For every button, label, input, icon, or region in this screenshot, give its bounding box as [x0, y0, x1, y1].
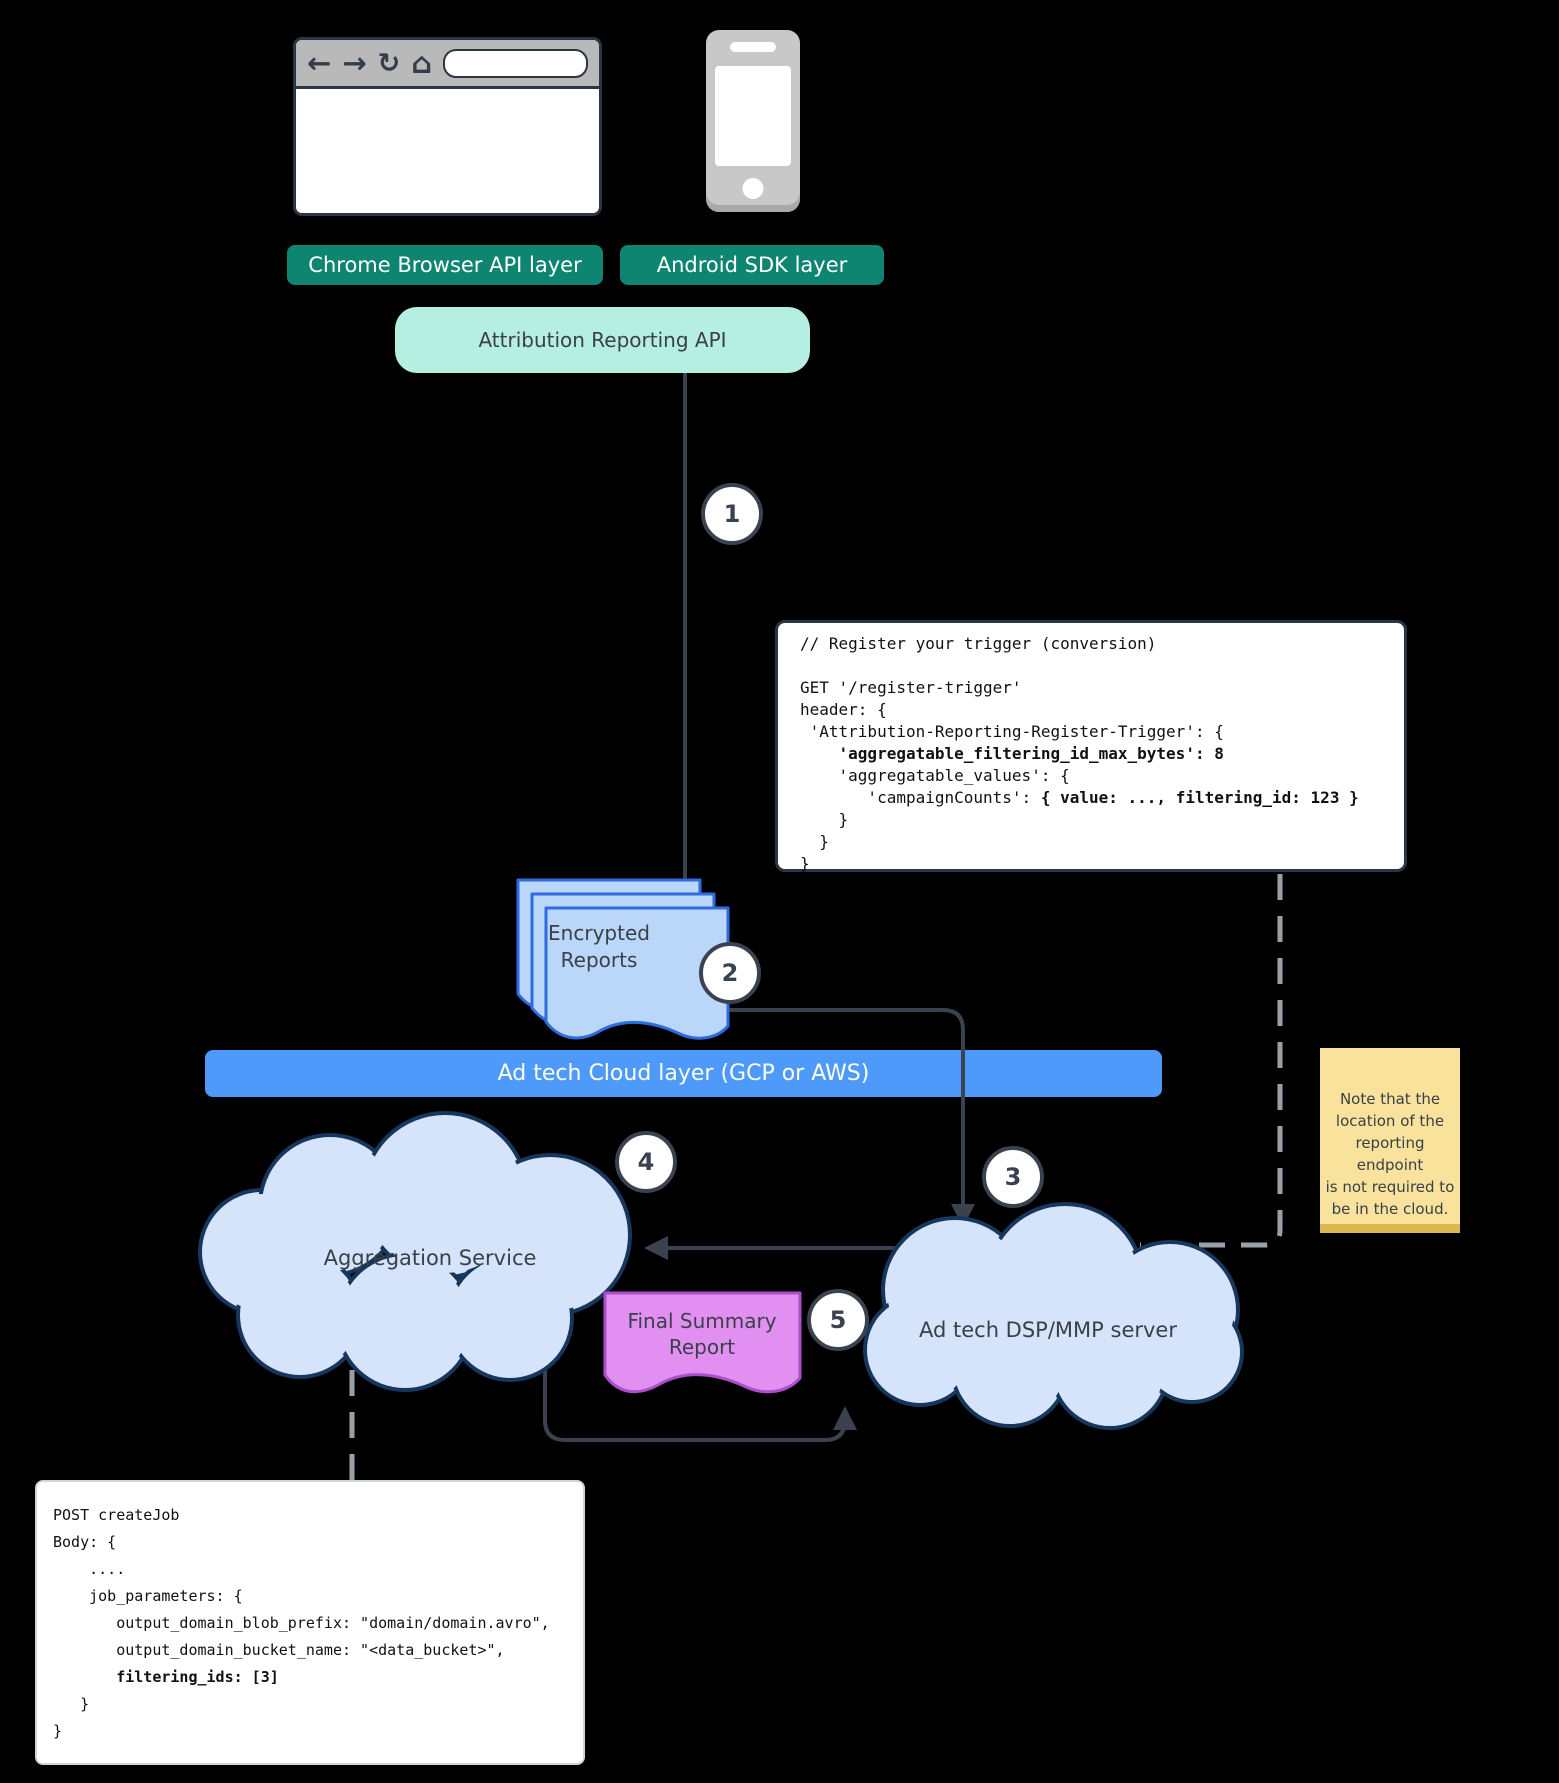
register-trigger-code-box: // Register your trigger (conversion) GET '/register-trigger' header: { 'Attribution-Reporting-Register-Trigger': { 'aggregatable_filtering_id_max_bytes': 8 'aggregatable_values': { 'campaignCounts': { value: ..., filtering_id: 123 } } } }: [775, 620, 1407, 872]
step-circle-3: 3: [982, 1146, 1044, 1208]
final-summary-report-label: Final Summary Report: [627, 1309, 777, 1359]
step-circle-4: 4: [615, 1131, 677, 1193]
chrome-layer-label: Chrome Browser API layer: [308, 253, 582, 277]
reporting-endpoint-note: Note that the location of the reporting endpoint is not required to be in the cloud.: [1320, 1048, 1460, 1233]
browser-window-icon: [293, 37, 602, 216]
android-phone-icon: [706, 30, 800, 212]
android-layer-label: Android SDK layer: [656, 253, 848, 277]
back-arrow-icon: ←: [307, 45, 332, 80]
dsp-mmp-server-label: Ad tech DSP/MMP server: [919, 1318, 1177, 1342]
phone-screen: [715, 66, 791, 166]
browser-toolbar: [296, 40, 599, 89]
step-circle-2: 2: [699, 942, 761, 1004]
step-circle-1: 1: [701, 483, 763, 545]
cloud-bar-label: Ad tech Cloud layer (GCP or AWS): [497, 1061, 870, 1086]
dashed-connector-code-to-dsp: [1140, 874, 1280, 1245]
dsp-mmp-server-cloud: [865, 1204, 1242, 1428]
attribution-api-label: Attribution Reporting API: [478, 328, 727, 352]
create-job-code-box: POST createJob Body: { .... job_parameters: { output_domain_blob_prefix: "domain/domain.avro", output_domain_bucket_name: "<data_bucket>", filtering_ids: [3] } }: [35, 1480, 585, 1765]
android-sdk-layer-pill: [620, 245, 884, 285]
phone-home-button: [743, 178, 764, 199]
encrypted-reports-label: Encrypted Reports: [548, 921, 650, 972]
phone-speaker: [730, 42, 776, 52]
chrome-browser-api-layer-pill: [287, 245, 603, 285]
aggregation-service-label: Aggregation Service: [323, 1246, 537, 1270]
attribution-reporting-api-box: [395, 307, 810, 373]
reload-icon: ↻: [377, 47, 401, 79]
home-icon: ⌂: [411, 45, 433, 80]
forward-arrow-icon: →: [342, 45, 367, 80]
step-circle-5: 5: [807, 1289, 869, 1351]
address-bar: [443, 49, 588, 78]
